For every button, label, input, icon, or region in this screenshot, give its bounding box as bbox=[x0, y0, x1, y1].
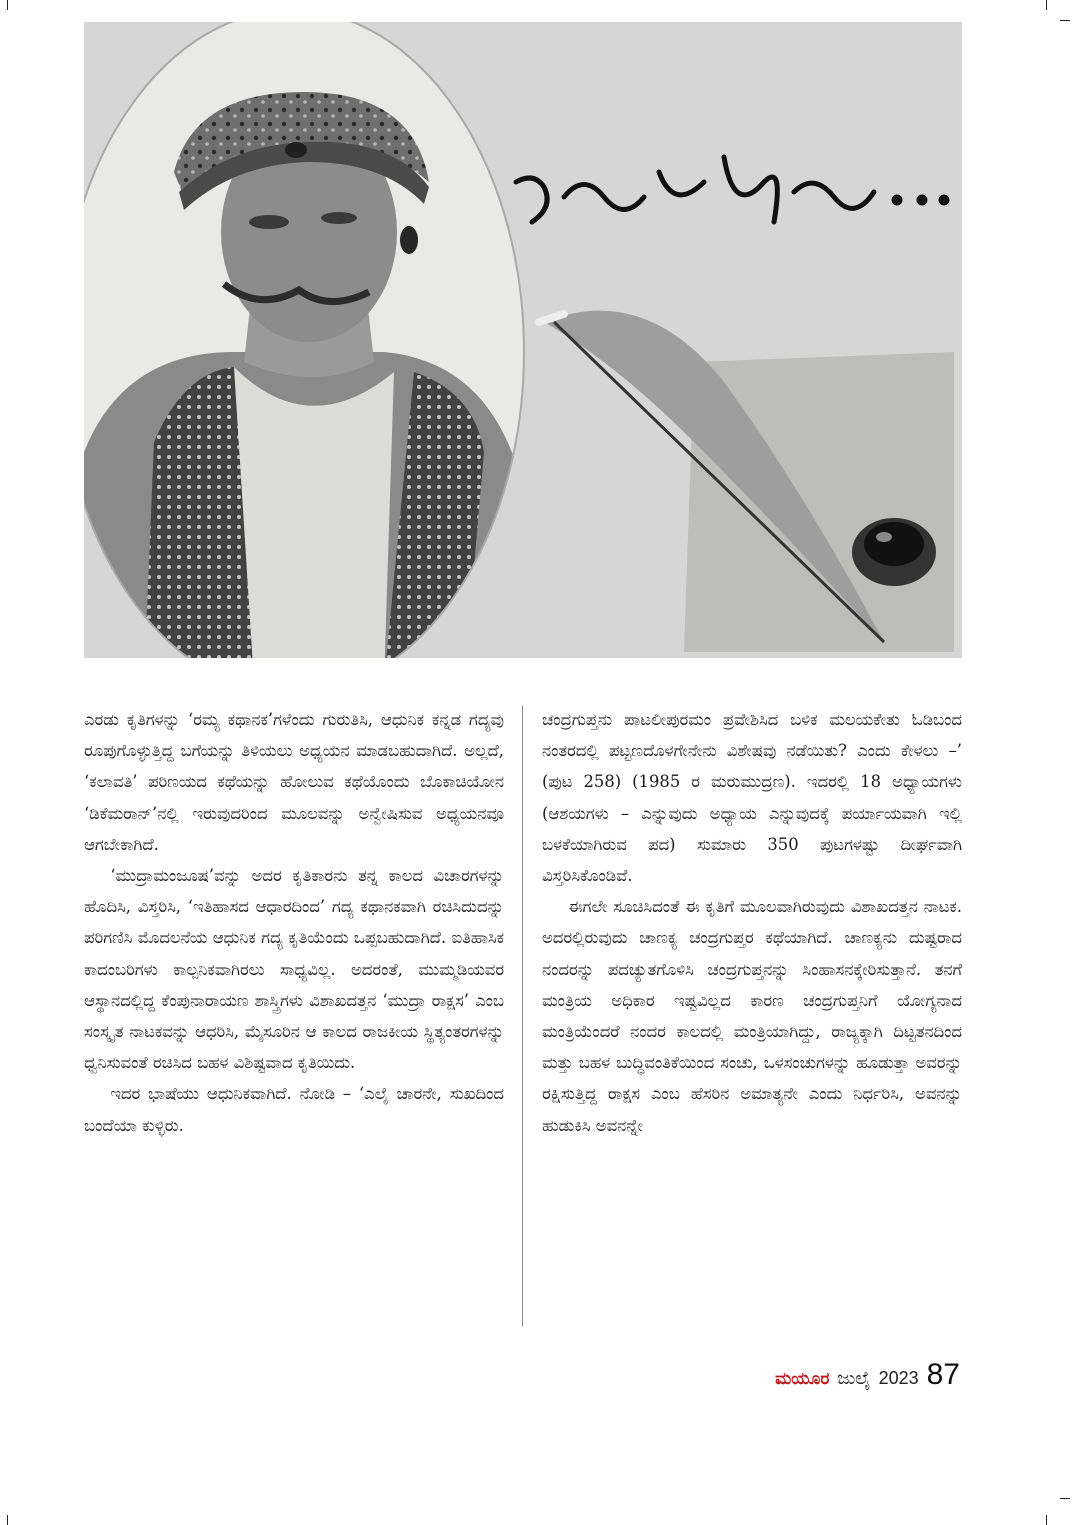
crop-mark-right-upper bbox=[1060, 20, 1070, 21]
magazine-name: ಮಯೂರ bbox=[775, 1369, 830, 1389]
paragraph: ಎರಡು ಕೃತಿಗಳನ್ನು ‘ರಮ್ಯ ಕಥಾನಕ’ಗಳೆಂದು ಗುರುತಿಸಿ, ಆಧುನಿಕ ಕನ್ನಡ ಗದ್ಯವು ರೂಪುಗೊಳ್ಳುತ್ತಿದ್ದ ಬಗೆಯನ್ನು ತಿಳಿಯಲು ಅಧ್ಯಯನ ಮಾಡಬಹುದಾಗಿದೆ. ಅಲ್ಲದೆ, ‘ಕಲಾವತಿ’ ಪರಿಣಯದ ಕಥೆಯನ್ನು ಹೋಲುವ ಕಥೆಯೊಂದು ಬೊಕಾಚಿಯೋನ ‘ಡಿಕೆಮರಾನ್’ನಲ್ಲಿ ಇರುವುದರಿಂದ ಮೂಲವನ್ನು ಅನ್ವೇಷಿಸುವ ಅಧ್ಯಯನವೂ ಆಗಬೇಕಾಗಿದೆ. bbox=[84, 710, 504, 854]
crop-mark-top-right bbox=[1046, 0, 1047, 10]
left-column bbox=[84, 704, 504, 1344]
paragraph: ಈಗಲೇ ಸೂಚಿಸಿದಂತೆ ಈ ಕೃತಿಗೆ ಮೂಲವಾಗಿರುವುದು ವಿಶಾಖದತ್ತನ ನಾಟಕ. ಅದರಲ್ಲಿರುವುದು ಚಾಣಕ್ಯ ಚಂದ್ರಗುಪ್ತರ ಕಥೆಯಾಗಿದೆ. ಚಾಣಕ್ಯನು ದುಷ್ಟರಾದ ನಂದರನ್ನು ಪದಚ್ಯುತಗೊಳಿಸಿ ಚಂದ್ರಗುಪ್ತನನ್ನು ಸಿಂಹಾಸನಕ್ಕೇರಿಸುತ್ತಾನೆ. ತನಗೆ ಮಂತ್ರಿಯ ಅಧಿಕಾರ ಇಷ್ಟವಿಲ್ಲದ ಕಾರಣ ಚಂದ್ರಗುಪ್ತನಿಗೆ ಯೋಗ್ಯನಾದ ಮಂತ್ರಿಯೆಂದರೆ ನಂದರ ಕಾಲದಲ್ಲಿ ಮಂತ್ರಿಯಾಗಿದ್ದು, ರಾಜ್ಯಕ್ಕಾಗಿ ದಿಟ್ಟತನದಿಂದ ಮತ್ತು ಬಹಳ ಬುದ್ಧಿವಂತಿಕೆಯಿಂದ ಸಂಚು, ಒಳಸಂಚುಗಳನ್ನು ಹೂಡುತ್ತಾ ಅವರನ್ನು ರಕ್ಷಿಸುತ್ತಿದ್ದ ರಾಕ್ಷಸ ಎಂಬ ಹೆಸರಿನ ಅಮಾತ್ಯನೇ ಎಂದು ನಿರ್ಧರಿಸಿ, ಅವನನ್ನು ಹುಡುಕಿಸಿ ಅವನನ್ನೇ bbox=[542, 897, 962, 1135]
header-illustration bbox=[84, 22, 962, 658]
crop-mark-right-lower bbox=[1060, 1498, 1070, 1499]
inkwell bbox=[852, 518, 936, 586]
crop-mark-top-left bbox=[7, 0, 8, 10]
paragraph: ‘ಮುದ್ರಾಮಂಜೂಷ’ವನ್ನು ಅದರ ಕೃತಿಕಾರನು ತನ್ನ ಕಾಲದ ವಿಚಾರಗಳನ್ನು ಹೊದಿಸಿ, ವಿಸ್ತರಿಸಿ, ‘ಇತಿಹಾಸದ ಆಧಾರದಿಂದ’ ಗದ್ಯ ಕಥಾನಕವಾಗಿ ರಚಿಸಿದುದನ್ನು ಪರಿಗಣಿಸಿ ಮೊದಲನೆಯ ಆಧುನಿಕ ಗದ್ಯ ಕೃತಿಯೆಂದು ಒಪ್ಪಬಹುದಾಗಿದೆ. ಐತಿಹಾಸಿಕ ಕಾದಂಬರಿಗಳು ಕಾಲ್ಪನಿಕವಾಗಿರಲು ಸಾಧ್ಯವಿಲ್ಲ. ಅದರಂತೆ, ಮುಮ್ಮಡಿಯವರ ಆಸ್ಥಾನದಲ್ಲಿದ್ದ ಕೆಂಪುನಾರಾಯಣ ಶಾಸ್ತ್ರಿಗಳು ವಿಶಾಖದತ್ತನ ‘ಮುದ್ರಾ ರಾಕ್ಷಸ’ ಎಂಬ ಸಂಸ್ಕೃತ ನಾಟಕವನ್ನು ಆಧರಿಸಿ, ಮೈಸೂರಿನ ಆ ಕಾಲದ ರಾಜಕೀಯ ಸ್ಥಿತ್ಯಂತರಗಳನ್ನು ಧ್ವನಿಸುವಂತೆ ರಚಿಸಿದ ಬಹಳ ವಿಶಿಷ್ಟವಾದ ಕೃತಿಯಿದು. bbox=[84, 866, 504, 1073]
paragraph: ಇದರ ಭಾಷೆಯು ಆಧುನಿಕವಾಗಿದೆ. ನೋಡಿ – ‘ಎಲೈ ಚಾರನೇ, ಸುಖದಿಂದ ಬಂದೆಯಾ ಕುಳ್ಳಿರು. bbox=[84, 1084, 504, 1135]
column-divider bbox=[522, 706, 523, 1326]
crop-mark-bottom-right bbox=[1046, 1515, 1047, 1525]
page-footer bbox=[775, 1358, 960, 1394]
crop-mark-bottom-left bbox=[7, 1515, 8, 1525]
paragraph: ಚಂದ್ರಗುಪ್ತನು ಪಾಟಲೀಪುರಮಂ ಪ್ರವೇಶಿಸಿದ ಬಳಿಕ ಮಲಯಕೇತು ಓಡಿಬಂದ ನಂತರದಲ್ಲಿ ಪಟ್ಟಣದೊಳಗೇನೇನು ವಿಶೇಷವು ನಡೆಯಿತು? ಎಂದು ಕೇಳಲು –’ (ಪುಟ 258) (1985 ರ ಮರುಮುದ್ರಣ). ಇದರಲ್ಲಿ 18 ಅಧ್ಯಾಯಗಳು (ಆಶಯಗಳು – ಎನ್ನುವುದು ಅಧ್ಯಾಯ ಎನ್ನುವುದಕ್ಕೆ ಪರ್ಯಾಯವಾಗಿ ಇಲ್ಲಿ ಬಳಕೆಯಾಗಿರುವ ಪದ) ಸುಮಾರು 350 ಪುಟಗಳಷ್ಟು ದೀರ್ಘವಾಗಿ ವಿಸ್ತರಿಸಿಕೊಂಡಿವೆ. bbox=[542, 710, 962, 886]
illustration-artwork bbox=[84, 22, 962, 658]
page-number: 87 bbox=[926, 1358, 960, 1391]
right-column bbox=[542, 704, 962, 1344]
article-body bbox=[84, 704, 962, 1344]
issue-year: 2023 bbox=[878, 1368, 919, 1388]
issue-month: ಜುಲೈ bbox=[837, 1368, 871, 1389]
